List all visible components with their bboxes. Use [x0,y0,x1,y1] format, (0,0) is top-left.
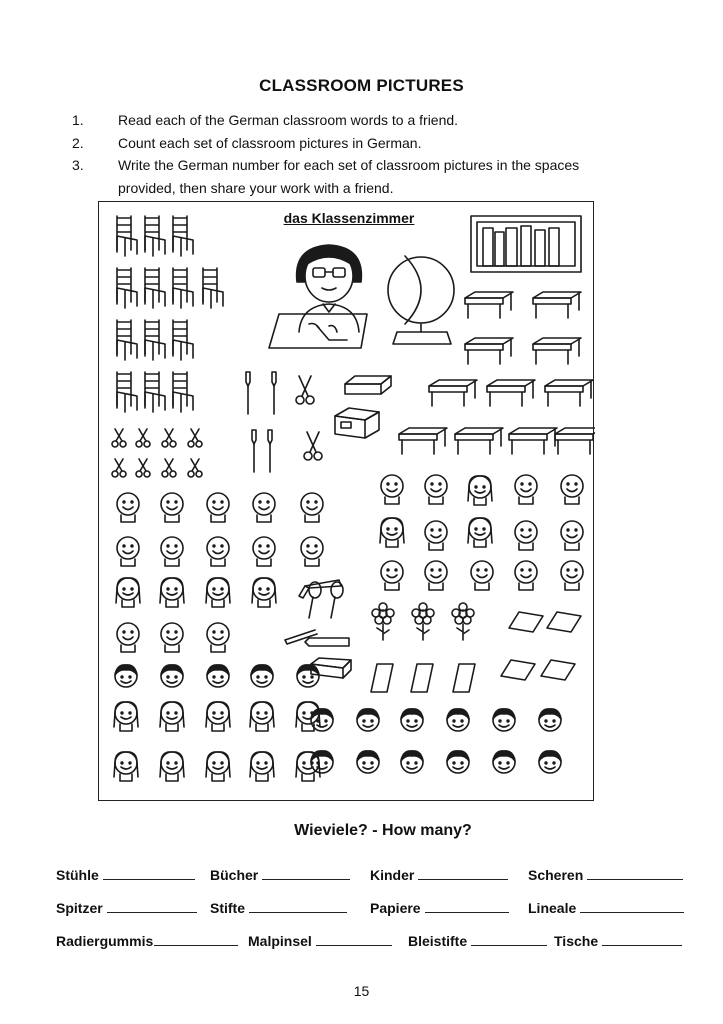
answer-blank[interactable] [587,864,683,880]
child-icon [561,561,583,590]
page-number: 15 [353,983,370,999]
child-icon [253,537,275,566]
answer-row [56,897,688,930]
child-icon [515,561,537,590]
answer-label: Kinder [370,867,415,883]
child-face-icon [297,665,319,687]
child-face-icon [357,709,379,731]
child-girl-icon [116,578,140,607]
child-face-icon [311,751,333,773]
scissors-icon [112,429,126,447]
child-icon [161,493,183,522]
child-face-icon [539,709,561,731]
child-icon [381,561,403,590]
chair-icon [145,320,165,360]
child-girl-icon [380,518,404,547]
chalk-icon [305,638,349,646]
sharpener-icon [335,408,379,438]
classroom-picture [98,201,594,801]
answer-papiere [370,897,528,916]
chair-icon [173,372,193,412]
pencil-icon [285,630,317,644]
book-icon [345,376,391,394]
child-icon [515,521,537,550]
table-icon [429,380,477,406]
child-face-icon [539,751,561,773]
child-girl-icon [252,578,276,607]
child-girl-icon [250,702,274,731]
answer-radiergummis [56,930,248,949]
answer-blank[interactable] [103,864,195,880]
instruction-text: Write the German number for each set of classroom pictures in the spaces provided, then share your work with a friend. [118,157,580,196]
answer-bleistifte [408,930,554,949]
answer-label: Radiergummis [56,933,154,949]
scissors-icon [188,429,202,447]
paper-icon [541,660,575,680]
instruction-item [72,109,632,132]
child-face-icon [493,709,515,731]
globe-icon [388,256,454,344]
answer-lineale [528,897,688,916]
how-many-heading: Wieviele? - How many? [294,822,472,839]
child-girl-icon [160,578,184,607]
chair-icon [173,216,193,256]
answer-blank[interactable] [262,864,350,880]
child-face-icon [493,751,515,773]
answer-blank[interactable] [316,930,392,946]
answer-scheren [528,864,688,883]
answer-row [56,930,688,963]
child-icon [117,493,139,522]
child-icon [253,493,275,522]
answer-label: Stifte [210,900,245,916]
bookshelf-icon [471,216,581,272]
flower-icon [452,603,474,640]
answer-blank[interactable] [418,864,508,880]
answer-blank[interactable] [471,930,547,946]
child-face-icon [357,751,379,773]
answer-blank[interactable] [580,897,684,913]
paintbrush-icon [252,430,256,472]
instruction-text: Read each of the German classroom words to a friend. [118,112,459,128]
answer-spitzer [56,897,210,916]
chair-icon [173,320,193,360]
answer-stifte [210,897,370,916]
flower-icon [372,603,394,640]
scissors-icon [296,376,314,404]
scissors-icon [136,429,150,447]
chair-icon [145,216,165,256]
table-icon [399,428,447,454]
child-face-icon [401,751,423,773]
scissors-icon [162,459,176,477]
answer-blank[interactable] [602,930,682,946]
child-girl-icon [114,702,138,731]
child-girl-icon [160,702,184,731]
child-icon [561,475,583,504]
scissors-icon [188,459,202,477]
instruction-number: 2. [72,134,84,151]
child-face-icon [251,665,273,687]
instruction-number: 3. [72,157,84,173]
answer-label: Papiere [370,900,421,916]
paper-icon [509,612,543,632]
table-icon [465,338,513,364]
teacher-icon [297,245,362,332]
paper-icon [411,664,433,692]
instruction-number: 1. [72,112,84,128]
answer-buecher [210,864,370,883]
child-icon [207,537,229,566]
table-icon [509,428,557,454]
chair-icon [173,268,193,308]
instruction-text: Count each set of classroom pictures in German. [118,134,422,151]
chair-icon [117,320,137,360]
child-icon [301,537,323,566]
answer-blank[interactable] [154,930,238,946]
child-girl-icon [468,476,492,505]
child-girl-icon [206,752,230,781]
classroom-illustration [99,202,595,802]
table-icon [533,292,581,318]
child-girl-icon [250,752,274,781]
picture-heading: das Klassenzimmer [283,210,415,226]
answer-label: Tische [554,933,599,949]
scissors-icon [304,432,322,460]
answer-tische [554,930,688,949]
child-girl-icon [468,518,492,547]
instructions-list [72,109,632,199]
answer-label: Bleistifte [408,933,468,949]
scissors-icon [112,459,126,477]
paintbrush-icon [268,430,272,472]
paper-icon [453,664,475,692]
child-face-icon [207,665,229,687]
answer-label: Bücher [210,867,259,883]
chair-icon [145,372,165,412]
answer-malpinsel [248,930,408,949]
answer-kinder [370,864,528,883]
scissors-icon [136,459,150,477]
paper-icon [371,664,393,692]
child-icon [381,475,403,504]
answer-blank[interactable] [107,897,197,913]
child-face-icon [401,709,423,731]
answer-label: Lineale [528,900,577,916]
spinner-icon [331,582,343,618]
paper-icon [501,660,535,680]
child-icon [161,537,183,566]
child-face-icon [447,751,469,773]
page-title: CLASSROOM PICTURES [259,76,464,95]
answer-grid [56,864,688,963]
child-icon [161,623,183,652]
child-girl-icon [206,702,230,731]
child-icon [117,623,139,652]
child-girl-icon [114,752,138,781]
child-icon [471,561,493,590]
child-girl-icon [206,578,230,607]
paintbrush-icon [272,372,276,414]
answer-label: Stühle [56,867,99,883]
paper-icon [547,612,581,632]
child-girl-icon [296,702,320,731]
answer-label: Malpinsel [248,933,312,949]
child-icon [425,561,447,590]
chair-icon [203,268,223,308]
child-icon [515,475,537,504]
table-icon [555,428,595,454]
child-icon [561,521,583,550]
child-icon [207,623,229,652]
child-face-icon [161,665,183,687]
table-icon [545,380,593,406]
child-icon [117,537,139,566]
table-icon [465,292,513,318]
table-icon [533,338,581,364]
child-icon [425,521,447,550]
child-face-icon [311,709,333,731]
chair-icon [117,372,137,412]
answer-blank[interactable] [249,897,347,913]
instruction-item [72,154,632,199]
chair-icon [145,268,165,308]
child-icon [425,475,447,504]
child-girl-icon [160,752,184,781]
answer-label: Spitzer [56,900,103,916]
scissors-icon [162,429,176,447]
child-face-icon [115,665,137,687]
flower-icon [412,603,434,640]
paintbrush-icon [246,372,250,414]
chair-icon [117,268,137,308]
desk-icon [269,314,367,348]
answer-row [56,864,688,897]
instruction-item [72,132,632,155]
answer-blank[interactable] [425,897,509,913]
table-icon [455,428,503,454]
child-icon [207,493,229,522]
chair-icon [117,216,137,256]
child-face-icon [447,709,469,731]
child-icon [301,493,323,522]
answer-stuehle [56,864,210,883]
answer-label: Scheren [528,867,584,883]
table-icon [487,380,535,406]
